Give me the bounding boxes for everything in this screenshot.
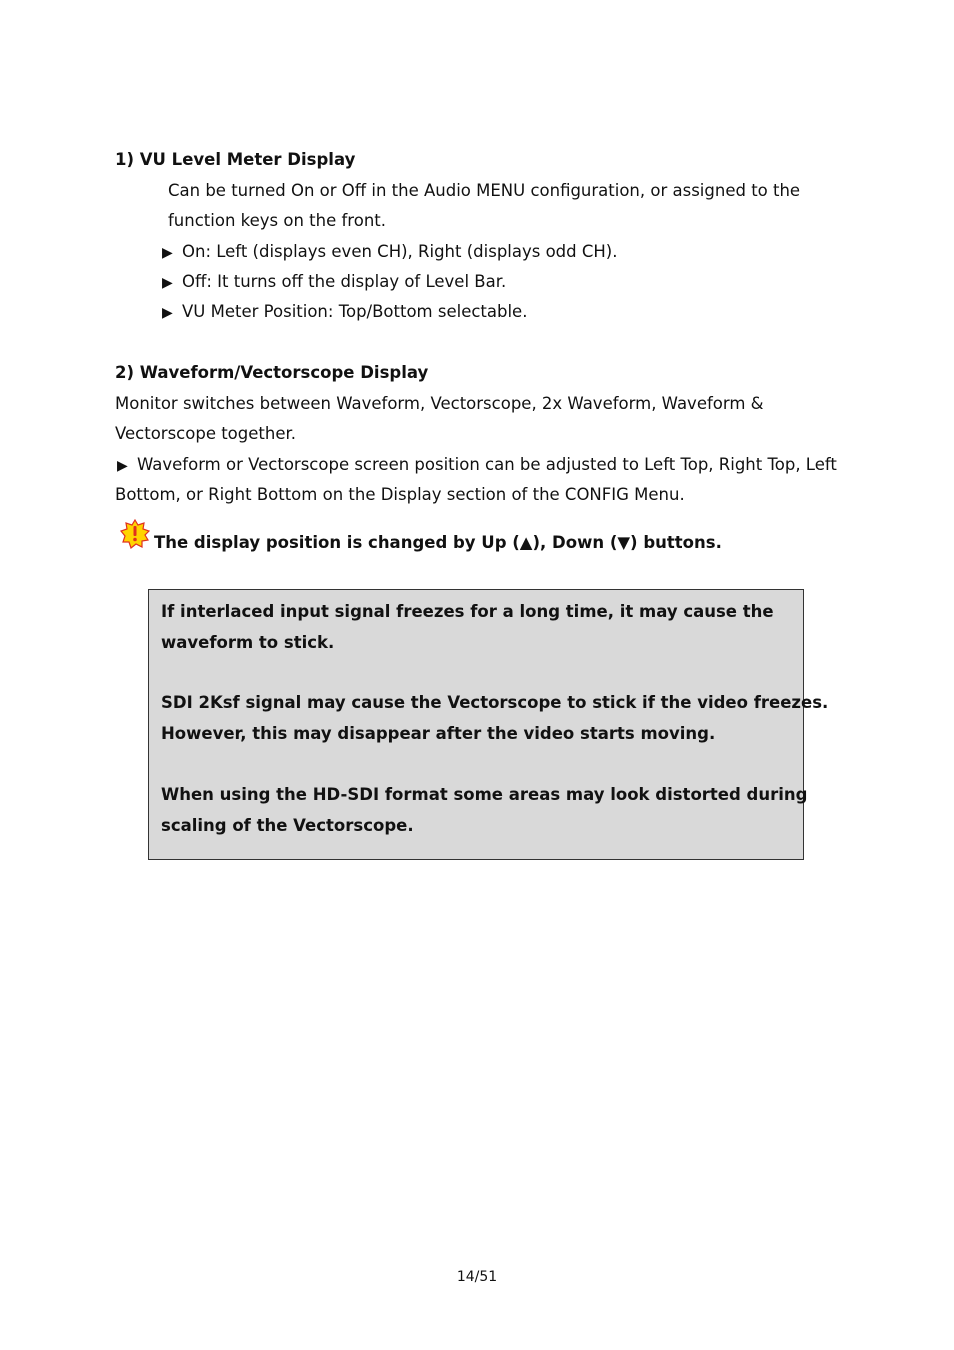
bullet-arrow-icon: ▶ [162,275,173,291]
section1-bullet [162,297,527,328]
section1-heading: 1) VU Level Meter Display [115,150,356,169]
warning-text: The display position is changed by Up (▲), Down (▼) buttons. [154,533,722,552]
section2-bullet-line1 [117,450,837,481]
warning-icon [120,519,150,549]
bullet-text: Waveform or Vectorscope screen position can be adjusted to Left Top, Right Top, Left [137,455,837,474]
section2-bullet-line2: Bottom, or Right Bottom on the Display section of the CONFIG Menu. [115,485,685,504]
warning-exclamation-bar [134,526,137,536]
note-line: waveform to stick. [161,633,335,652]
bullet-text: Off: It turns off the display of Level Bar. [182,272,507,291]
section1-bullet [162,267,506,298]
section1-bullet [162,237,618,268]
note-line: SDI 2Ksf signal may cause the Vectorscope to stick if the video freezes. [161,693,829,712]
section1-intro-line2: function keys on the front. [168,211,386,230]
page-number: 14/51 [456,1269,498,1285]
bullet-arrow-icon: ▶ [117,458,128,474]
section1-intro-line1: Can be turned On or Off in the Audio MENU configuration, or assigned to the [168,181,801,200]
note-line: If interlaced input signal freezes for a long time, it may cause the [161,602,774,621]
bullet-text: On: Left (displays even CH), Right (displays odd CH). [182,242,618,261]
bullet-text: VU Meter Position: Top/Bottom selectable. [182,302,528,321]
section2-paragraph-line2: Vectorscope together. [115,424,296,443]
warning-exclamation-dot [133,538,137,542]
note-line: scaling of the Vectorscope. [161,816,414,835]
section2-heading: 2) Waveform/Vectorscope Display [115,363,429,382]
note-box [148,589,829,860]
note-line: When using the HD-SDI format some areas may look distorted during [161,785,808,804]
bullet-arrow-icon: ▶ [162,305,173,321]
section2-paragraph-line1: Monitor switches between Waveform, Vectorscope, 2x Waveform, Waveform & [115,394,764,413]
note-line: However, this may disappear after the video starts moving. [161,724,716,743]
bullet-arrow-icon: ▶ [162,245,173,261]
